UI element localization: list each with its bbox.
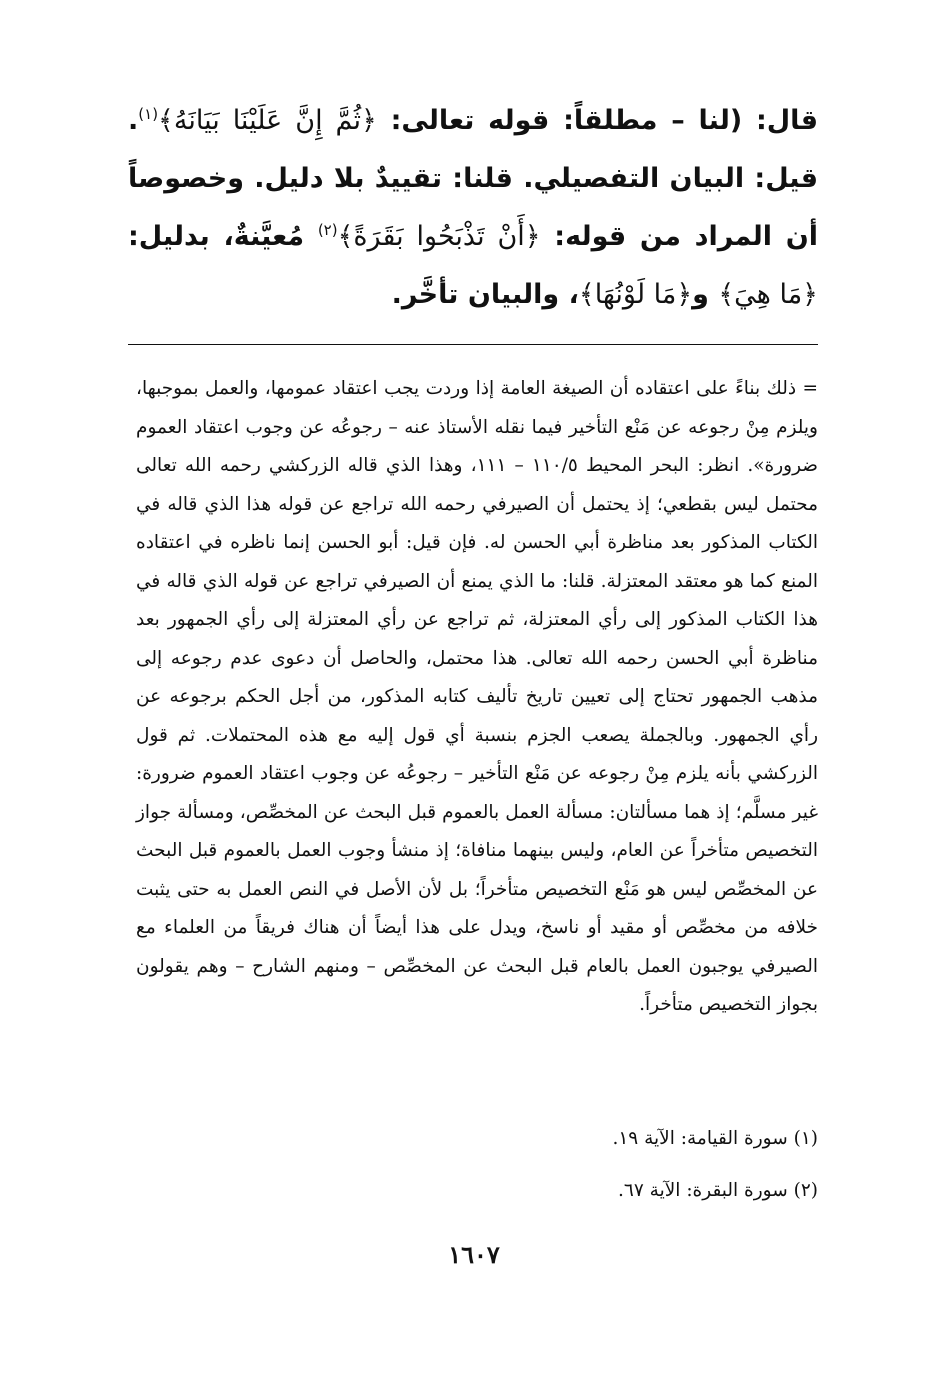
commentary-note: = ذلك بناءً على اعتقاده أن الصيغة العامة إذا وردت يجب اعتقاد عمومها، والعمل بموجبها، ويلزم مِنْ رجوعه عن مَنْع التأخير فيما نقله الأستاذ عنه – رجوعُه عن وجوب اعتقاد العموم ضرورة». انظر: البحر المحيط ١١٠/٥ – ١١١، وهذا الذي قاله الزركشي رحمه الله تعالى محتمل ليس بقطعي؛ إذ يحتمل أن الصيرفي رحمه الله تراجع عن قوله هذا الذي قاله في الكتاب المذكور بعد مناظرة أبي الحسن له. فإن قيل: أبو الحسن إنما ناظره في اعتقاده المنع كما هو معتقد المعتزلة. قلنا: ما الذي يمنع أن الصيرفي تراجع عن قوله الذي قاله في هذا الكتاب المذكور إلى رأي المعتزلة، ثم تراجع عن رأي المعتزلة إلى رأي الجمهور بعد مناظرة أبي الحسن رحمه الله تعالى. هذا محتمل، والحاصل أن دعوى عدم رجوعه إلى مذهب الجمهور تحتاج إلى تعيين تاريخ تأليف كتابه المذكور، من أجل الحكم برجوعه عن رأي الجمهور. وبالجملة يصعب الجزم بنسبة أي قول إليه مع هذه المحتملات. ثم قول الزركشي بأنه يلزم مِنْ رجوعه عن مَنْع التأخير – رجوعُه عن وجوب اعتقاد العموم ضرورة: غير مسلَّم؛ إذ هما مسألتان: مسألة العمل بالعموم قبل البحث عن المخصِّص، ومسألة جواز التخصيص متأخراً عن العام، وليس بينهما منافاة؛ إذ منشأ وجوب العمل بالعموم قبل البحث عن المخصِّص ليس هو مَنْع التخصيص متأخراً؛ بل لأن الأصل في النص العمل به حتى يثبت خلافه من مخصِّص أو مقيد أو ناسخ، ويدل على هذا أيضاً أن هناك فريقاً من العلماء مع الصيرفي يوجبون العمل بالعام قبل البحث عن المخصِّص – ومنهم الشارح – وهم يقولون بجواز التخصيص متأخراً. <box>136 378 819 1015</box>
footnote <box>136 1124 818 1154</box>
footnote-ref[interactable]: (٢) <box>317 221 338 239</box>
quran-verse: ﴿أَنْ تَذْبَحُوا بَقَرَةً﴾ <box>337 221 541 252</box>
quran-verse: ﴿مَا هِيَ﴾ <box>718 279 818 310</box>
footnote-ref[interactable]: (١) <box>138 105 159 123</box>
main-text-segment: و <box>692 279 719 310</box>
main-text-segment: مُعيَّنةٌ، بدليل: <box>128 221 318 252</box>
footnote-number: (١) <box>793 1128 818 1149</box>
main-text-segment: قال: (لنا – مطلقاً: قوله تعالى: <box>376 105 818 136</box>
main-text <box>128 92 818 324</box>
main-text-segment: ، والبيان تأخَّر. <box>391 279 579 310</box>
footnote-text: سورة البقرة: الآية ٦٧. <box>618 1180 788 1201</box>
main-text-segment: . قيل: البيان التفصيلي. قلنا: تقييدٌ بلا دليل. وخصوصاً أن المراد من قوله: <box>128 105 818 252</box>
footnote <box>136 1176 818 1206</box>
footnote-separator <box>128 344 818 345</box>
page-number: ١٦٠٧ <box>448 1240 500 1269</box>
footnote-number: (٢) <box>793 1180 818 1201</box>
quran-verse: ﴿ثُمَّ إِنَّ عَلَيْنَا بَيَانَهُ﴾ <box>158 105 377 136</box>
quran-verse: ﴿مَا لَوْنُهَا﴾ <box>578 279 693 310</box>
footnote-text: سورة القيامة: الآية ١٩. <box>612 1128 788 1149</box>
